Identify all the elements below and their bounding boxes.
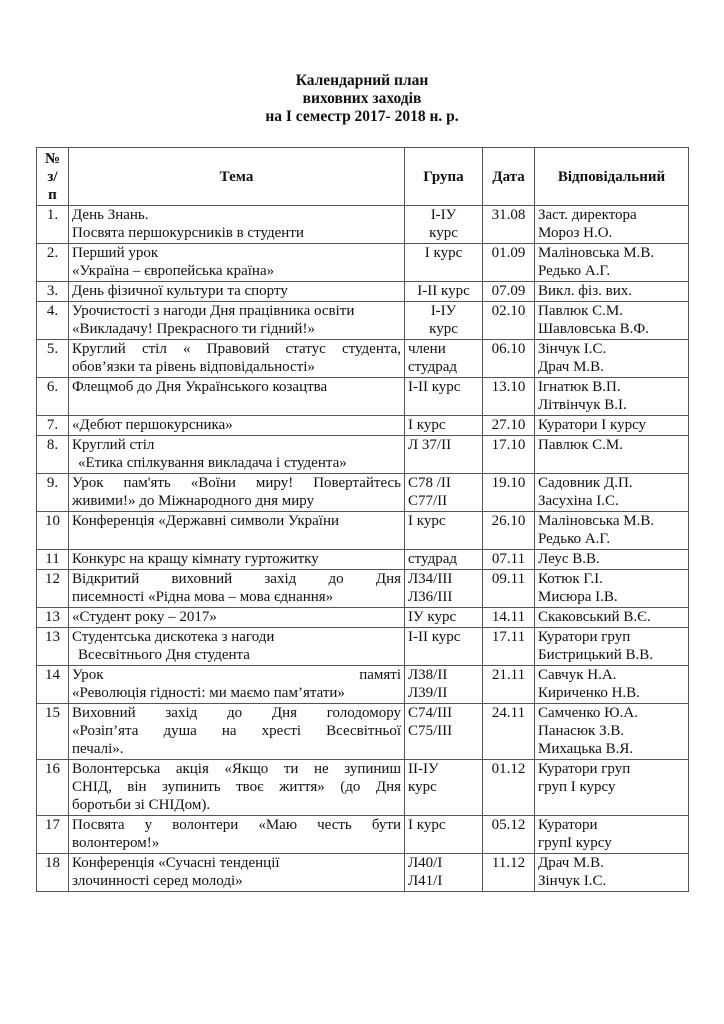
event-responsible xyxy=(535,244,689,282)
row-number: 8. xyxy=(37,436,69,474)
cell-line: живими!» до Міжнародного дня миру xyxy=(72,493,315,509)
event-group xyxy=(405,760,483,816)
row-number: 1. xyxy=(37,206,69,244)
table-row xyxy=(37,378,689,416)
cell-line: ІІ-ІУ xyxy=(408,761,439,777)
event-topic xyxy=(69,416,405,436)
cell-line: Конкурс на кращу кімнату гуртожитку xyxy=(72,551,319,567)
event-date: 07.11 xyxy=(483,550,535,570)
cell-line: «Революція гідності: ми маємо пам’ятати» xyxy=(72,685,345,701)
header-responsible: Відповідальний xyxy=(535,148,689,206)
table-row xyxy=(37,416,689,436)
cell-line: боротьби зі СНІДом). xyxy=(72,797,211,813)
cell-line: Л 37/ІІ xyxy=(408,437,452,453)
row-number: 9. xyxy=(37,474,69,512)
cell-line: Зінчук І.С. xyxy=(538,341,607,357)
cell-line: С74/ІІІ xyxy=(408,705,453,721)
event-responsible xyxy=(535,816,689,854)
event-group xyxy=(405,570,483,608)
table-row xyxy=(37,282,689,302)
table-row xyxy=(37,628,689,666)
cell-line: І курс xyxy=(424,245,463,261)
cell-line: Ігнатюк В.П. xyxy=(538,379,621,395)
cell-line: С77/ІІ xyxy=(408,493,448,509)
row-number: 13 xyxy=(37,608,69,628)
cell-line: І-ІІ курс xyxy=(417,283,470,299)
cell-line: Мисюра І.В. xyxy=(538,589,618,605)
cell-line: Л36/ІІІ xyxy=(408,589,453,605)
event-date: 01.12 xyxy=(483,760,535,816)
cell-line: Шавловська В.Ф. xyxy=(538,321,649,337)
cell-line: Конференція «Сучасні тенденції xyxy=(72,855,280,871)
cell-line: Відкритий виховний захід до Дня xyxy=(72,571,401,587)
event-group xyxy=(405,512,483,550)
header-topic: Тема xyxy=(69,148,405,206)
event-group xyxy=(405,550,483,570)
cell-line: Засухіна І.С. xyxy=(538,493,619,509)
cell-line: Л41/І xyxy=(408,873,443,889)
cell-line: Л39/ІІ xyxy=(408,685,448,701)
events-table xyxy=(36,147,689,892)
cell-line: злочинності серед молоді» xyxy=(72,873,243,889)
title-line-1: Календарний план xyxy=(295,72,429,89)
event-group xyxy=(405,378,483,416)
event-date: 17.10 xyxy=(483,436,535,474)
cell-line: Зінчук І.С. xyxy=(538,873,607,889)
cell-line: печалі». xyxy=(72,741,124,757)
event-responsible xyxy=(535,608,689,628)
cell-line: Всесвітнього Дня студента xyxy=(78,647,250,663)
event-group xyxy=(405,244,483,282)
event-topic xyxy=(69,302,405,340)
cell-line: студрад xyxy=(408,551,457,567)
cell-line: Урок пам'ять «Воїни миру! Повертайтесь xyxy=(72,475,401,491)
event-responsible xyxy=(535,550,689,570)
cell-line: Михацька В.Я. xyxy=(538,741,634,757)
event-date: 05.12 xyxy=(483,816,535,854)
event-topic xyxy=(69,704,405,760)
cell-line: І курс xyxy=(408,817,446,833)
event-responsible xyxy=(535,704,689,760)
cell-line: Посвята першокурсників в студенти xyxy=(72,225,304,241)
cell-line: І курс xyxy=(408,513,446,529)
event-responsible xyxy=(535,282,689,302)
row-number: 11 xyxy=(37,550,69,570)
table-header-row xyxy=(37,148,689,206)
cell-line: Маліновська М.В. xyxy=(538,513,655,529)
event-date: 24.11 xyxy=(483,704,535,760)
title-line-3: на I семестр 2017- 2018 н. р. xyxy=(265,108,459,125)
event-topic xyxy=(69,244,405,282)
cell-line: Редько А.Г. xyxy=(538,263,611,279)
event-date: 21.11 xyxy=(483,666,535,704)
event-topic xyxy=(69,282,405,302)
document-title xyxy=(0,72,724,126)
event-date: 31.08 xyxy=(483,206,535,244)
event-responsible xyxy=(535,474,689,512)
cell-line: «Студент року – 2017» xyxy=(72,609,217,625)
header-num-line: з/ xyxy=(47,168,58,185)
event-topic xyxy=(69,474,405,512)
cell-line: Круглий стіл « Правовий статус студента, xyxy=(72,341,401,357)
table-body xyxy=(37,206,689,892)
row-number: 4. xyxy=(37,302,69,340)
cell-line: І-ІІ курс xyxy=(408,379,461,395)
event-responsible xyxy=(535,570,689,608)
row-number: 18 xyxy=(37,854,69,892)
cell-line: Урочистості з нагоди Дня працівника освіти xyxy=(72,303,355,319)
header-date: Дата xyxy=(483,148,535,206)
event-responsible xyxy=(535,760,689,816)
event-date: 11.12 xyxy=(483,854,535,892)
event-topic xyxy=(69,570,405,608)
event-responsible xyxy=(535,340,689,378)
cell-line: «Викладачу! Прекрасного ти гідний!» xyxy=(72,321,315,337)
cell-line: Котюк Г.І. xyxy=(538,571,603,587)
event-date: 17.11 xyxy=(483,628,535,666)
event-group xyxy=(405,436,483,474)
event-date: 09.11 xyxy=(483,570,535,608)
cell-line: Самченко Ю.А. xyxy=(538,705,638,721)
table-row xyxy=(37,340,689,378)
cell-line: писемності «Рідна мова – мова єднання» xyxy=(72,589,334,605)
table-row xyxy=(37,436,689,474)
row-number: 15 xyxy=(37,704,69,760)
event-responsible xyxy=(535,512,689,550)
header-num-line: № xyxy=(44,150,61,167)
event-date: 01.09 xyxy=(483,244,535,282)
event-topic xyxy=(69,628,405,666)
row-number: 2. xyxy=(37,244,69,282)
cell-line: Павлюк С.М. xyxy=(538,303,623,319)
event-group xyxy=(405,608,483,628)
cell-line: І-ІІ курс xyxy=(408,629,461,645)
table-row xyxy=(37,666,689,704)
header-num-line: п xyxy=(48,186,57,203)
row-number: 14 xyxy=(37,666,69,704)
event-responsible xyxy=(535,854,689,892)
cell-line: День фізичної культури та спорту xyxy=(72,283,288,299)
cell-line: курс xyxy=(429,321,458,337)
cell-line: волонтером!» xyxy=(72,835,160,851)
cell-line: Урок памяті xyxy=(72,667,401,683)
cell-line: Конференція «Державні символи України xyxy=(72,513,340,529)
row-number: 6. xyxy=(37,378,69,416)
event-topic xyxy=(69,666,405,704)
cell-line: Леус В.В. xyxy=(538,551,600,567)
event-group xyxy=(405,816,483,854)
cell-line: Садовник Д.П. xyxy=(538,475,633,491)
event-responsible xyxy=(535,666,689,704)
event-group xyxy=(405,282,483,302)
event-responsible xyxy=(535,302,689,340)
table-row xyxy=(37,704,689,760)
cell-line: Куратори І курсу xyxy=(538,417,647,433)
cell-line: Л40/І xyxy=(408,855,443,871)
table-row xyxy=(37,570,689,608)
event-responsible xyxy=(535,206,689,244)
event-topic xyxy=(69,608,405,628)
row-number: 16 xyxy=(37,760,69,816)
cell-line: Посвята у волонтери «Маю честь бути xyxy=(72,817,401,833)
cell-line: С75/ІІІ xyxy=(408,723,453,739)
row-number: 10 xyxy=(37,512,69,550)
header-group: Група xyxy=(405,148,483,206)
event-group xyxy=(405,666,483,704)
cell-line: І-ІУ xyxy=(430,303,457,319)
event-topic xyxy=(69,854,405,892)
header-num xyxy=(37,148,69,206)
table-row xyxy=(37,474,689,512)
table-row xyxy=(37,550,689,570)
table-row xyxy=(37,206,689,244)
table-row xyxy=(37,608,689,628)
event-group xyxy=(405,704,483,760)
cell-line: Л34/ІІІ xyxy=(408,571,453,587)
table-row xyxy=(37,302,689,340)
event-topic xyxy=(69,340,405,378)
table-row xyxy=(37,816,689,854)
cell-line: Панасюк З.В. xyxy=(538,723,625,739)
event-group xyxy=(405,206,483,244)
event-group xyxy=(405,416,483,436)
event-group xyxy=(405,628,483,666)
cell-line: «Розіп’ята душа на хресті Всесвітньої xyxy=(72,723,401,739)
cell-line: Заст. директора xyxy=(538,207,637,223)
event-topic xyxy=(69,816,405,854)
event-responsible xyxy=(535,378,689,416)
event-topic xyxy=(69,378,405,416)
cell-line: Куратори xyxy=(538,817,598,833)
table-row xyxy=(37,854,689,892)
event-responsible xyxy=(535,416,689,436)
cell-line: обов’язки та рівень відповідальності» xyxy=(72,359,315,375)
cell-line: Павлюк С.М. xyxy=(538,437,623,453)
cell-line: Мороз Н.О. xyxy=(538,225,613,241)
row-number: 13 xyxy=(37,628,69,666)
cell-line: курс xyxy=(408,779,437,795)
cell-line: члени xyxy=(408,341,446,357)
event-topic xyxy=(69,206,405,244)
table-row xyxy=(37,244,689,282)
cell-line: Савчук Н.А. xyxy=(538,667,617,683)
cell-line: І-ІУ xyxy=(430,207,457,223)
event-group xyxy=(405,474,483,512)
event-topic xyxy=(69,760,405,816)
table-row xyxy=(37,760,689,816)
cell-line: «Україна – європейська країна» xyxy=(72,263,275,279)
cell-line: Бистрицький В.В. xyxy=(538,647,654,663)
event-date: 07.09 xyxy=(483,282,535,302)
cell-line: Куратори груп xyxy=(538,761,631,777)
row-number: 5. xyxy=(37,340,69,378)
event-topic xyxy=(69,436,405,474)
cell-line: Виховний захід до Дня голодомору xyxy=(72,705,401,721)
event-date: 13.10 xyxy=(483,378,535,416)
cell-line: Студентська дискотека з нагоди xyxy=(72,629,275,645)
cell-line: ІУ курс xyxy=(408,609,457,625)
cell-line: груп І курсу xyxy=(538,779,616,795)
cell-line: І курс xyxy=(408,417,446,433)
cell-line: Драч М.В. xyxy=(538,359,604,375)
event-responsible xyxy=(535,436,689,474)
title-line-2: виховних заходів xyxy=(302,90,422,107)
cell-line: Маліновська М.В. xyxy=(538,245,655,261)
cell-line: Редько А.Г. xyxy=(538,531,611,547)
event-group xyxy=(405,340,483,378)
row-number: 7. xyxy=(37,416,69,436)
table-row xyxy=(37,512,689,550)
event-group xyxy=(405,302,483,340)
cell-line: Літвінчук В.І. xyxy=(538,397,627,413)
row-number: 17 xyxy=(37,816,69,854)
event-topic xyxy=(69,550,405,570)
cell-line: Л38/ІІ xyxy=(408,667,448,683)
event-date: 19.10 xyxy=(483,474,535,512)
cell-line: курс xyxy=(429,225,458,241)
cell-line: Круглий стіл xyxy=(72,437,155,453)
cell-line: Куратори груп xyxy=(538,629,631,645)
cell-line: Перший урок xyxy=(72,245,159,261)
cell-line: Скаковський В.Є. xyxy=(538,609,651,625)
cell-line: студрад xyxy=(408,359,457,375)
cell-line: Флещмоб до Дня Українського козацтва xyxy=(72,379,328,395)
cell-line: СНІД, він зупинить твоє життя» (до Дня xyxy=(72,779,401,795)
event-date: 02.10 xyxy=(483,302,535,340)
cell-line: День Знань. xyxy=(72,207,149,223)
cell-line: Волонтерська акція «Якщо ти не зупиниш xyxy=(72,761,401,777)
cell-line: С78 /ІІ xyxy=(408,475,451,491)
event-group xyxy=(405,854,483,892)
event-responsible xyxy=(535,628,689,666)
event-date: 14.11 xyxy=(483,608,535,628)
row-number: 12 xyxy=(37,570,69,608)
event-date: 26.10 xyxy=(483,512,535,550)
event-date: 27.10 xyxy=(483,416,535,436)
cell-line: «Дебют першокурсника» xyxy=(72,417,233,433)
event-topic xyxy=(69,512,405,550)
cell-line: групІ курсу xyxy=(538,835,612,851)
cell-line: «Етика спілкування викладача і студента» xyxy=(78,455,347,471)
cell-line: Драч М.В. xyxy=(538,855,604,871)
row-number: 3. xyxy=(37,282,69,302)
cell-line: Кириченко Н.В. xyxy=(538,685,640,701)
event-date: 06.10 xyxy=(483,340,535,378)
cell-line: Викл. фіз. вих. xyxy=(538,283,632,299)
